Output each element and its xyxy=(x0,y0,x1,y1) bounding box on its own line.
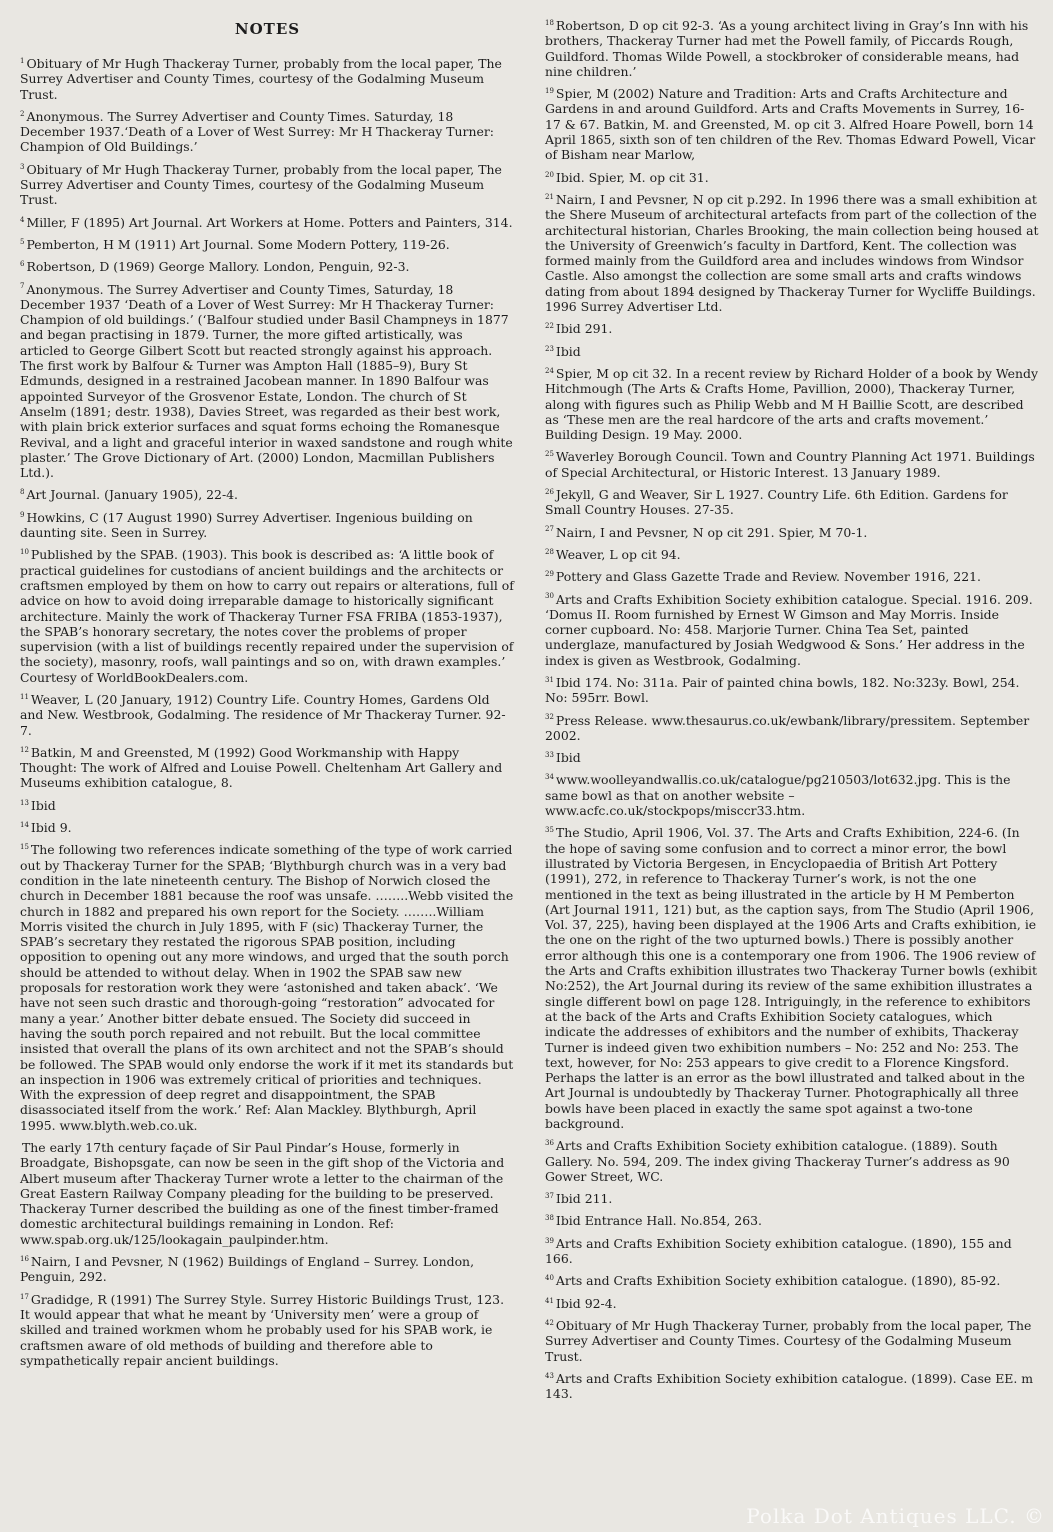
footnote-number: 4 xyxy=(20,215,25,224)
footnote-text: Nairn, I and Pevsner, N op cit 291. Spier, M 70-1. xyxy=(555,524,868,540)
footnote-number: 8 xyxy=(20,488,25,497)
footnote-number: 38 xyxy=(545,1214,554,1223)
footnote-text: Arts and Crafts Exhibition Society exhibition catalogue. (1899). Case EE. m 143. xyxy=(545,1370,1034,1402)
footnote-text: Robertson, D (1969) George Mallory. London, Penguin, 92-3. xyxy=(26,259,410,275)
footnote-text: Art Journal. (January 1905), 22-4. xyxy=(26,487,239,503)
footnote-number: 35 xyxy=(545,826,554,835)
footnote xyxy=(545,1296,1040,1311)
footnote xyxy=(545,525,1040,540)
footnote-number: 2 xyxy=(20,109,25,118)
footnote-number: 11 xyxy=(20,692,29,701)
footnote-number: 23 xyxy=(545,344,554,353)
footnote xyxy=(545,1138,1040,1184)
footnote-text: Ibid 174. No: 311a. Pair of painted china bowls, 182. No:323y. Bowl, 254. No: 595rr. Bowl. xyxy=(545,674,1020,706)
footnote xyxy=(545,449,1040,480)
footnote xyxy=(20,547,515,685)
footnote-text: Obituary of Mr Hugh Thackeray Turner, probably from the local paper, The Surrey Advertiser and County Times. Courtesy of the Godalming Museum Trust. xyxy=(545,1317,1032,1364)
footnote-text: Ibid 291. xyxy=(555,321,613,337)
footnote-number: 9 xyxy=(20,510,25,519)
footnote-text: Ibid xyxy=(30,797,56,813)
footnote-text: Batkin, M and Greensted, M (1992) Good Workmanship with Happy Thought: The work of Alfred and Louise Powell. Cheltenham Art Gallery and Museums exhibition catalogue, 8. xyxy=(20,744,503,791)
footnote-text: Howkins, C (17 August 1990) Surrey Advertiser. Ingenious building on daunting site. Seen in Surrey. xyxy=(20,509,473,541)
footnote-text: Anonymous. The Surrey Advertiser and County Times. Saturday, 18 December 1937.‘Death of a Lover of West Surrey: Mr H Thackeray Turner: Champion of Old Buildings.’ xyxy=(20,108,494,155)
footnote xyxy=(545,1236,1040,1267)
footnote-number: 29 xyxy=(545,570,554,579)
footnote xyxy=(20,842,515,1133)
footnote xyxy=(20,745,515,791)
footnote-number: 26 xyxy=(545,487,554,496)
page-title: NOTES xyxy=(234,20,301,38)
footnote-number: 43 xyxy=(545,1371,554,1380)
footnote-text: Arts and Crafts Exhibition Society exhibition catalogue. (1890), 85-92. xyxy=(555,1273,1001,1289)
footnote xyxy=(545,592,1040,668)
footnote xyxy=(20,510,515,541)
footnote-text: Ibid xyxy=(555,750,581,766)
footnote xyxy=(20,1140,515,1247)
footnote xyxy=(20,162,515,208)
footnote-number: 33 xyxy=(545,751,554,760)
left-column xyxy=(20,0,515,1375)
footnote xyxy=(545,569,1040,584)
footnote-number: 10 xyxy=(20,548,29,557)
footnote xyxy=(545,713,1040,744)
footnote xyxy=(545,170,1040,185)
footnote-number: 31 xyxy=(545,675,554,684)
footnote-number: 15 xyxy=(20,843,29,852)
footnote-number: 3 xyxy=(20,162,25,171)
footnote-text: Arts and Crafts Exhibition Society exhibition catalogue. (1890), 155 and 166. xyxy=(545,1235,1012,1267)
footnote-number: 17 xyxy=(20,1292,29,1301)
footnote-text: Anonymous. The Surrey Advertiser and County Times, Saturday, 18 December 1937 ‘Death of a Lover of West Surrey: Mr H Thackeray Turner: Champion of old buildings.’ (‘Balfour studied under Basil Champneys in 1877 and began practising in 1879. Turner, the more gifted artistically, was articled to George Gilbert Scott but reacted strongly against his approach. The first work by Balfour & Turner was Ampton Hall (1885–9), Bury St Edmunds, designed in a restrained Jacobean manner. In 1890 Balfour was appointed Surveyor of the Grosvenor Estate, London. The church of St Anselm (1891; destr. 1938), Davies Street, was regarded as their best work, with plain brick exterior surfaces and squat forms echoing the Romanesque Revival, and a light and graceful interior in waxed sandstone and rough white plaster.’ The Grove Dictionary of Art. (2000) London, Macmillan Publishers Ltd.). xyxy=(20,281,513,481)
footnote-text: Obituary of Mr Hugh Thackeray Turner, probably from the local paper, The Surrey Advertiser and County Times, courtesy of the Godalming Museum Trust. xyxy=(20,56,502,102)
footnote xyxy=(20,259,515,274)
footnote-number: 12 xyxy=(20,745,29,754)
footnote-text: Obituary of Mr Hugh Thackeray Turner, probably from the local paper, The Surrey Advertiser and County Times, courtesy of the Godalming Museum Trust. xyxy=(20,161,502,208)
footnote-number: 6 xyxy=(20,260,25,269)
footnote-number: 16 xyxy=(20,1254,29,1263)
footnote-text: Gradidge, R (1991) The Surrey Style. Surrey Historic Buildings Trust, 123. It would appear that what he meant by ‘University men’ were a group of skilled and trained workmen whom he probably used for his SPAB work, ie craftsmen aware of old methods of building and therefore able to sympathetically repair ancient buildings. xyxy=(20,1291,505,1368)
footnote-text: www.woolleyandwallis.co.uk/catalogue/pg210503/lot632.jpg. This is the same bowl as that on another website – www.acfc.co.uk/stockpops/misccr33.htm. xyxy=(545,772,1011,819)
right-column xyxy=(545,0,1040,1408)
footnote xyxy=(545,750,1040,765)
footnote-number: 36 xyxy=(545,1139,554,1148)
footnote-text: Jekyll, G and Weaver, Sir L 1927. Country Life. 6th Edition. Gardens for Small Country Houses. 27-35. xyxy=(545,487,1008,518)
footnote xyxy=(545,18,1040,79)
footnote-text: Pemberton, H M (1911) Art Journal. Some Modern Pottery, 119-26. xyxy=(26,236,450,252)
footnote-text: Spier, M (2002) Nature and Tradition: Arts and Crafts Architecture and Gardens in and around Guildford. Arts and Crafts Movements in Surrey, 16-17 & 67. Batkin, M. and Greensted, M. op cit 3. Alfred Hoare Powell, born 14 April 1865, sixth son of ten children of the Rev. Thomas Edward Powell, Vicar of Bisham near Marlow, xyxy=(545,86,1036,163)
footnote-text: Nairn, I and Pevsner, N (1962) Buildings of England – Surrey. London, Penguin, 292. xyxy=(20,1254,475,1285)
footnote-number: 30 xyxy=(545,592,554,601)
footnote-text: Arts and Crafts Exhibition Society exhibition catalogue. (1889). South Gallery. No. 594, 209. The index giving Thackeray Turner’s address as 90 Gower Street, WC. xyxy=(545,1138,1010,1184)
footnote-number: 7 xyxy=(20,282,25,291)
right-notes-list xyxy=(545,18,1040,1401)
footnote-number: 40 xyxy=(545,1274,554,1283)
footnote-number: 28 xyxy=(545,547,554,556)
footnote-text: Ibid 92-4. xyxy=(555,1295,617,1311)
footnote xyxy=(545,86,1040,162)
footnote-text: Waverley Borough Council. Town and Country Planning Act 1971. Buildings of Special Architectural, or Historic Interest. 13 January 1989. xyxy=(545,449,1035,480)
footnote xyxy=(20,1292,515,1368)
footnote-text: Ibid 9. xyxy=(30,820,72,836)
footnote xyxy=(20,109,515,155)
footnote xyxy=(545,1191,1040,1206)
footnote xyxy=(20,820,515,835)
footnote-number: 13 xyxy=(20,798,29,807)
footnote xyxy=(545,366,1040,442)
footnote-number: 34 xyxy=(545,773,554,782)
footnote-number: 21 xyxy=(545,192,554,201)
footnote xyxy=(20,215,515,230)
left-notes-list xyxy=(20,56,515,1368)
footnote-number: 27 xyxy=(545,525,554,534)
footnote xyxy=(545,547,1040,562)
footnote-text: Ibid 211. xyxy=(555,1191,613,1207)
footnote-number: 19 xyxy=(545,87,554,96)
footnote-number: 39 xyxy=(545,1236,554,1245)
footnote xyxy=(20,487,515,502)
footnote-number: 42 xyxy=(545,1318,554,1327)
footnote-number: 18 xyxy=(545,18,554,27)
footnote-text: Nairn, I and Pevsner, N op cit p.292. In 1996 there was a small exhibition at the Shere Museum of architectural artefacts from part of the collection of the architectural historian, Charles Brooking, the main collection being housed at the University of Greenwich’s faculty in Dartford, Kent. The collection was formed mainly from the Guildford area and includes windows from Windsor Castle. Also amongst the collection are some small arts and crafts windows dating from about 1894 designed by Thackeray Turner for Wycliffe Buildings. 1996 Surrey Advertiser Ltd. xyxy=(545,191,1039,315)
footnote-text: Press Release. www.thesaurus.co.uk/ewbank/library/pressitem. September 2002. xyxy=(545,712,1030,743)
footnote xyxy=(545,487,1040,518)
footnote xyxy=(20,56,515,102)
footnote-number: 1 xyxy=(20,56,25,65)
footnote-text: Pottery and Glass Gazette Trade and Review. November 1916, 221. xyxy=(555,569,981,585)
footnote xyxy=(545,825,1040,1131)
footnote-number: 22 xyxy=(545,322,554,331)
footnote xyxy=(20,282,515,481)
footnote xyxy=(545,1213,1040,1228)
footnote-number: 5 xyxy=(20,237,25,246)
footnote xyxy=(545,192,1040,314)
footnote xyxy=(545,772,1040,818)
footnote xyxy=(545,675,1040,706)
footnote xyxy=(20,237,515,252)
footnote-number: 14 xyxy=(20,820,29,829)
footnote xyxy=(20,798,515,813)
footnote xyxy=(20,692,515,738)
footnote-text: Weaver, L (20 January, 1912) Country Life. Country Homes, Gardens Old and New. Westbrook, Godalming. The residence of Mr Thackeray Turner. 92-7. xyxy=(20,691,506,738)
footnote-number: 32 xyxy=(545,713,554,722)
footnote-text: Ibid. Spier, M. op cit 31. xyxy=(555,169,709,185)
footnote-text: Robertson, D op cit 92-3. ‘As a young architect living in Gray’s Inn with his brothers, Thackeray Turner had met the Powell family, of Piccards Rough, Guildford. Thomas Wilde Powell, a stockbroker of considerable means, had nine children.’ xyxy=(545,18,1029,79)
footnote-text: Published by the SPAB. (1903). This book is described as: ‘A little book of practical guidelines for custodians of ancient buildings and the architects or craftsmen employed by them on how to carry out repairs or alterations, full of advice on how to avoid doing irreparable damage to historically significant architecture. Mainly the work of Thackeray Turner FSA FRIBA (1853-1937), the SPAB’s honorary secretary, the notes cover the problems of proper supervision (with a list of buildings recently repaired under the supervision of the society), masonry, roofs, wall paintings and so on, with drawn examples.’ Courtesy of WorldBookDealers.com. xyxy=(20,547,514,685)
footnote xyxy=(545,1371,1040,1402)
footnote-text: The Studio, April 1906, Vol. 37. The Arts and Crafts Exhibition, 224-6. (In the hope of saving some confusion and to correct a minor error, the bowl illustrated by Victoria Bergesen, in Encyclopaedia of British Art Pottery (1991), 272, in reference to Thackeray Turner’s work, is not the one mentioned in the text as being illustrated in the article by H M Pemberton (Art Journal 1911, 121) but, as the caption says, from The Studio (April 1906, Vol. 37, 225), having been displayed at the 1906 Arts and Crafts exhibition, ie the one on the right of the two upturned bowls.) There is possibly another error although this one is a contemporary one from 1906. The 1906 review of the Arts and Crafts exhibition illustrates two Thackeray Turner bowls (exhibit No:252), the Art Journal during its review of the same exhibition illustrates a single different bowl on page 128. Intriguingly, in the reference to exhibitors at the back of the Arts and Crafts Exhibition Society catalogues, which indicate the addresses of exhibitors and the number of exhibits, Thackeray Turner is indeed given two exhibition numbers – No: 252 and No: 253. The text, however, for No: 253 appears to give credit to a Florence Kingsford. Perhaps the latter is an error as the bowl illustrated and talked about in the Art Journal is undoubtedly by Thackeray Turner. Photographically all three bowls have been placed in exactly the same spot against a two-tone background. xyxy=(545,825,1037,1131)
footnote-number: 25 xyxy=(545,450,554,459)
footnote-text: Miller, F (1895) Art Journal. Art Workers at Home. Potters and Painters, 314. xyxy=(26,214,513,230)
footnote-number: 24 xyxy=(545,366,554,375)
footnote xyxy=(545,1273,1040,1288)
footnote xyxy=(545,1318,1040,1364)
footnote xyxy=(20,1254,515,1285)
footnote-text: Arts and Crafts Exhibition Society exhibition catalogue. Special. 1916. 209. ‘Domus II. Room furnished by Ernest W Gimson and May Morris. Inside corner cupboard. No: 458. Marjorie Turner. China Tea Set, painted underglaze, manufactured by Josiah Wedgwood & Sons.’ Her address in the index is given as Westbrook, Godalming. xyxy=(545,591,1033,668)
footnote xyxy=(545,344,1040,359)
footnote-text: Ibid xyxy=(555,343,581,359)
footnote xyxy=(545,321,1040,336)
footnote-text: Ibid Entrance Hall. No.854, 263. xyxy=(555,1213,762,1229)
footnote-text: The early 17th century façade of Sir Paul Pindar’s House, formerly in Broadgate, Bishopsgate, can now be seen in the gift shop of the Victoria and Albert museum after Thackeray Turner wrote a letter to the chairman of the Great Eastern Railway Company pleading for the building to be preserved. Thackeray Turner described the building as one of the finest timber-framed domestic architectural buildings remaining in London. Ref: www.spab.org.uk/125/lookagain_paulpinder.htm. xyxy=(20,1140,505,1247)
footnote-number: 37 xyxy=(545,1192,554,1201)
watermark: Polka Dot Antiques LLC. © xyxy=(746,1504,1045,1528)
footnote-text: Weaver, L op cit 94. xyxy=(555,546,681,562)
footnote-text: Spier, M op cit 32. In a recent review by Richard Holder of a book by Wendy Hitchmough (The Arts & Crafts Home, Pavillion, 2000), Thackeray Turner, along with figures such as Philip Webb and M H Baillie Scott, are described as ‘These men are the real hardcore of the arts and crafts movement.’ Building Design. 19 May. 2000. xyxy=(545,365,1039,443)
footnote-number: 41 xyxy=(545,1296,554,1305)
footnote-text: The following two references indicate something of the type of work carried out by Thackeray Turner for the SPAB; ‘Blythburgh church was in a very bad condition in the late nineteenth century. The Bishop of Norwich closed the church in December 1881 because the roof was unsafe. ……..Webb visited the church in 1882 and prepared his own report for the Society. ……..William Morris visited the church in July 1895, with F (sic) Thackeray Turner, the SPAB’s secretary they restated the rigorous SPAB position, including opposition to opening out any more windows, and urged that the south porch should be attended to without delay. When in 1902 the SPAB saw new proposals for restoration work they were ‘astonished and taken aback’. ‘We have not seen such drastic and thorough-going “restoration” advocated for many a year.’ Another bitter debate ensued. The Society did succeed in having the south porch repaired and not rebuilt. But the local committee insisted that overall the plans of its own architect and not the SPAB’s should be followed. The SPAB would only endorse the work if it met its standards but an inspection in 1906 was extremely critical of priorities and techniques. With the expression of deep regret and disappointment, the SPAB disassociated itself from the work.’ Ref: Alan Mackley. Blythburgh, April 1995. www.blyth.web.co.uk. xyxy=(20,842,514,1133)
footnote-number: 20 xyxy=(545,170,554,179)
